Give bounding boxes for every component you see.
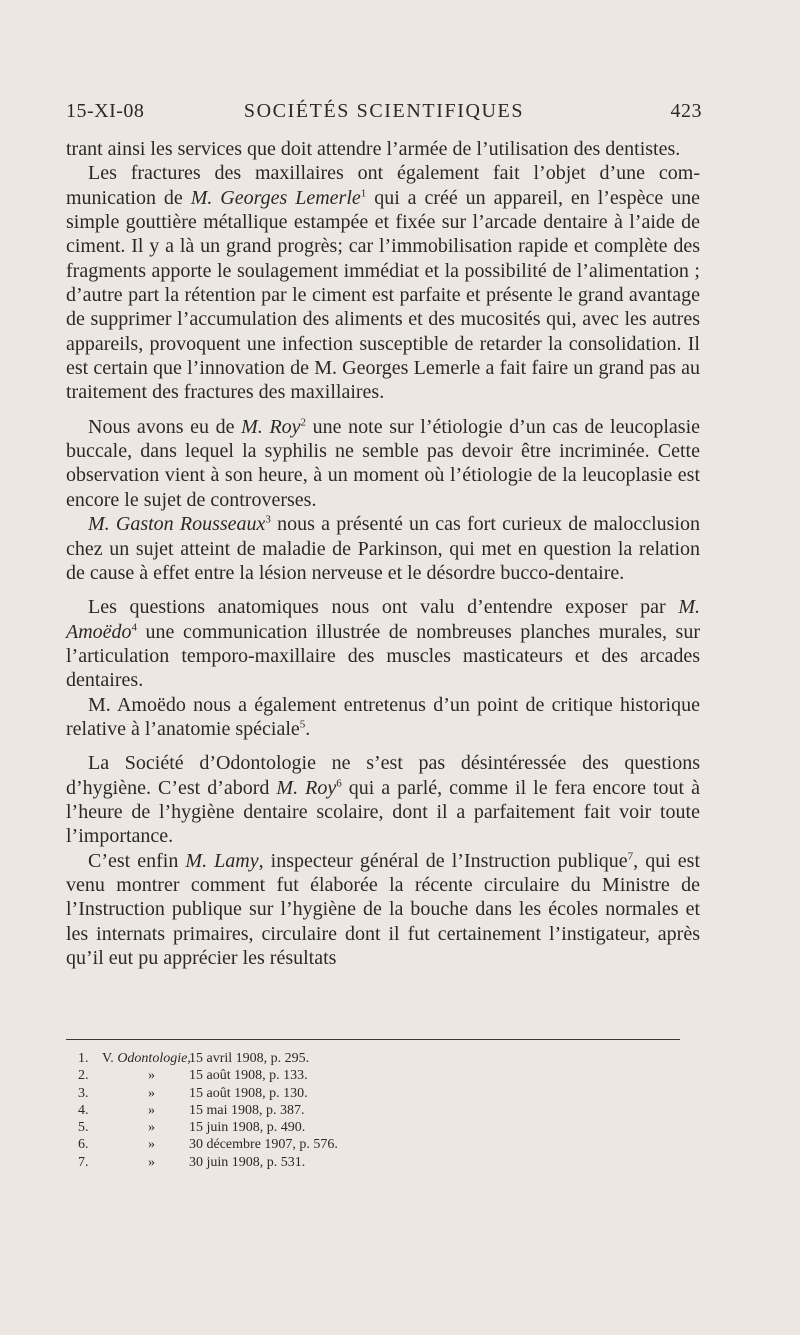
paragraph-leucoplasie: Nous avons eu de M. Roy$^2$ une note sur l’étiologie d’un cas de leucoplasie buccale, dans lequel la syphilis ne semble pas devoir être incriminée. Cette observation vient à son heure, à un moment où l’étiologie de la leucoplasie est encore le sujet de controverses.	[66, 415, 700, 511]
footnote-item: 6. » 30 décembre 1907, p. 576.	[78, 1137, 338, 1153]
running-title: SOCIÉTÉS SCIENTIFIQUES	[243, 100, 525, 122]
paragraph-armee: trant ainsi les services que doit attendre l’armée de l’utilisation des dentistes.	[66, 138, 681, 160]
paragraph-malocclusion: M. Gaston Rousseaux$^3$ nous a présenté un cas fort curieux de malocclusion chez un sujet atteint de maladie de Parkinson, qui met en question la relation de cause à effet entre la lésion nerveuse et le désordre bucco-dentaire.	[66, 513, 700, 584]
paragraph-fractures: Les fractures des maxillaires ont également fait l’objet d’une communication de M. Georges Lemerle$^1$ qui a créé un appareil, en l’espèce une simple gouttière métallique estampée et fixée sur l’arcade dentaire à l’aide de ciment. Il y a là un grand progrès; car l’immobilisation rapide et complète des fragments apporte le soulagement immédiat et la possibilité de l’alimentation ; d’autre part la rétention par le ciment est parfaite et présente le grand avantage de supprimer l’accumulation des aliments et des mucosités qui, avec les autres appareils, provoquent une infection susceptible de retarder la consolidation. Il est certain que l’innovation de M. Georges Lemerle a fait faire un grand pas au traitement des fractures des maxillaires.	[66, 162, 701, 404]
footnote-ref: 2	[300, 416, 307, 429]
footnote-ref: 1	[360, 187, 367, 200]
author-name: Georges Lemerle	[220, 186, 361, 209]
footnotes	[68, 1050, 708, 1171]
article-body	[66, 137, 700, 970]
footnote-item: 3. » 15 août 1908, p. 130.	[78, 1085, 308, 1101]
footnote-ref: 5	[299, 718, 306, 731]
paragraph-anatomie: Les questions anatomiques nous ont valu d’entendre exposer par M. Amoëdo$^4$ une communication illustrée de nombreuses planches murales, sur l’articulation temporo-maxillaire des muscles masticateurs et des arcades dentaires.	[66, 596, 700, 692]
paragraph-critique: M. Amoëdo nous a également entretenus d’un point de critique historique relative à l’anatomie spéciale$^5$.	[66, 693, 700, 740]
author-name: Gaston Rousseaux	[115, 513, 266, 536]
footnote-ref: 3	[265, 513, 271, 526]
paragraph-hygiene: La Société d’Odontologie ne s’est pas désintéressée des questions d’hygiène. C’est d’abord M. Roy$^6$ qui a parlé, comme il le fera encore tout à l’heure de l’hygiène dentaire scolaire, dont il a parfaitement fait voir toute l’importance.	[66, 752, 700, 848]
paragraph-circulaire: C’est enfin M. Lamy, inspecteur général de l’Instruction publique$^7$, qui est venu montrer comment fut élaborée la récente circulaire du Ministre de l’Instruction publique sur l’hygiène de la bouche dans les écoles normales et les internats primaires, circulaire dont il fut certainement l’instigateur, après qu’il eut pu apprécier les résultats	[66, 849, 701, 969]
footnote-ref: 6	[336, 776, 342, 789]
footnote-ref: 4	[131, 620, 138, 633]
author-name: Roy	[269, 415, 301, 438]
page-number: 423	[670, 100, 702, 122]
author-name: Lamy	[214, 849, 259, 872]
author-name: Amoëdo	[66, 620, 132, 643]
footnote-item: 7. » 30 juin 1908, p. 531.	[78, 1154, 306, 1170]
footnote-item: 1. V. Odontologie, 15 avril 1908, p. 295.	[78, 1051, 310, 1066]
footnote-divider	[66, 1039, 680, 1040]
footnote-item: 4. » 15 mai 1908, p. 387.	[78, 1102, 305, 1118]
running-header	[66, 100, 702, 128]
issue-date: 15-XI-08	[66, 100, 145, 122]
author-name: Roy	[305, 776, 337, 799]
footnote-item: 2. » 15 août 1908, p. 133.	[78, 1068, 308, 1084]
footnote-ref: 7	[627, 849, 634, 862]
footnote-item: 5. » 15 juin 1908, p. 490.	[78, 1120, 306, 1136]
